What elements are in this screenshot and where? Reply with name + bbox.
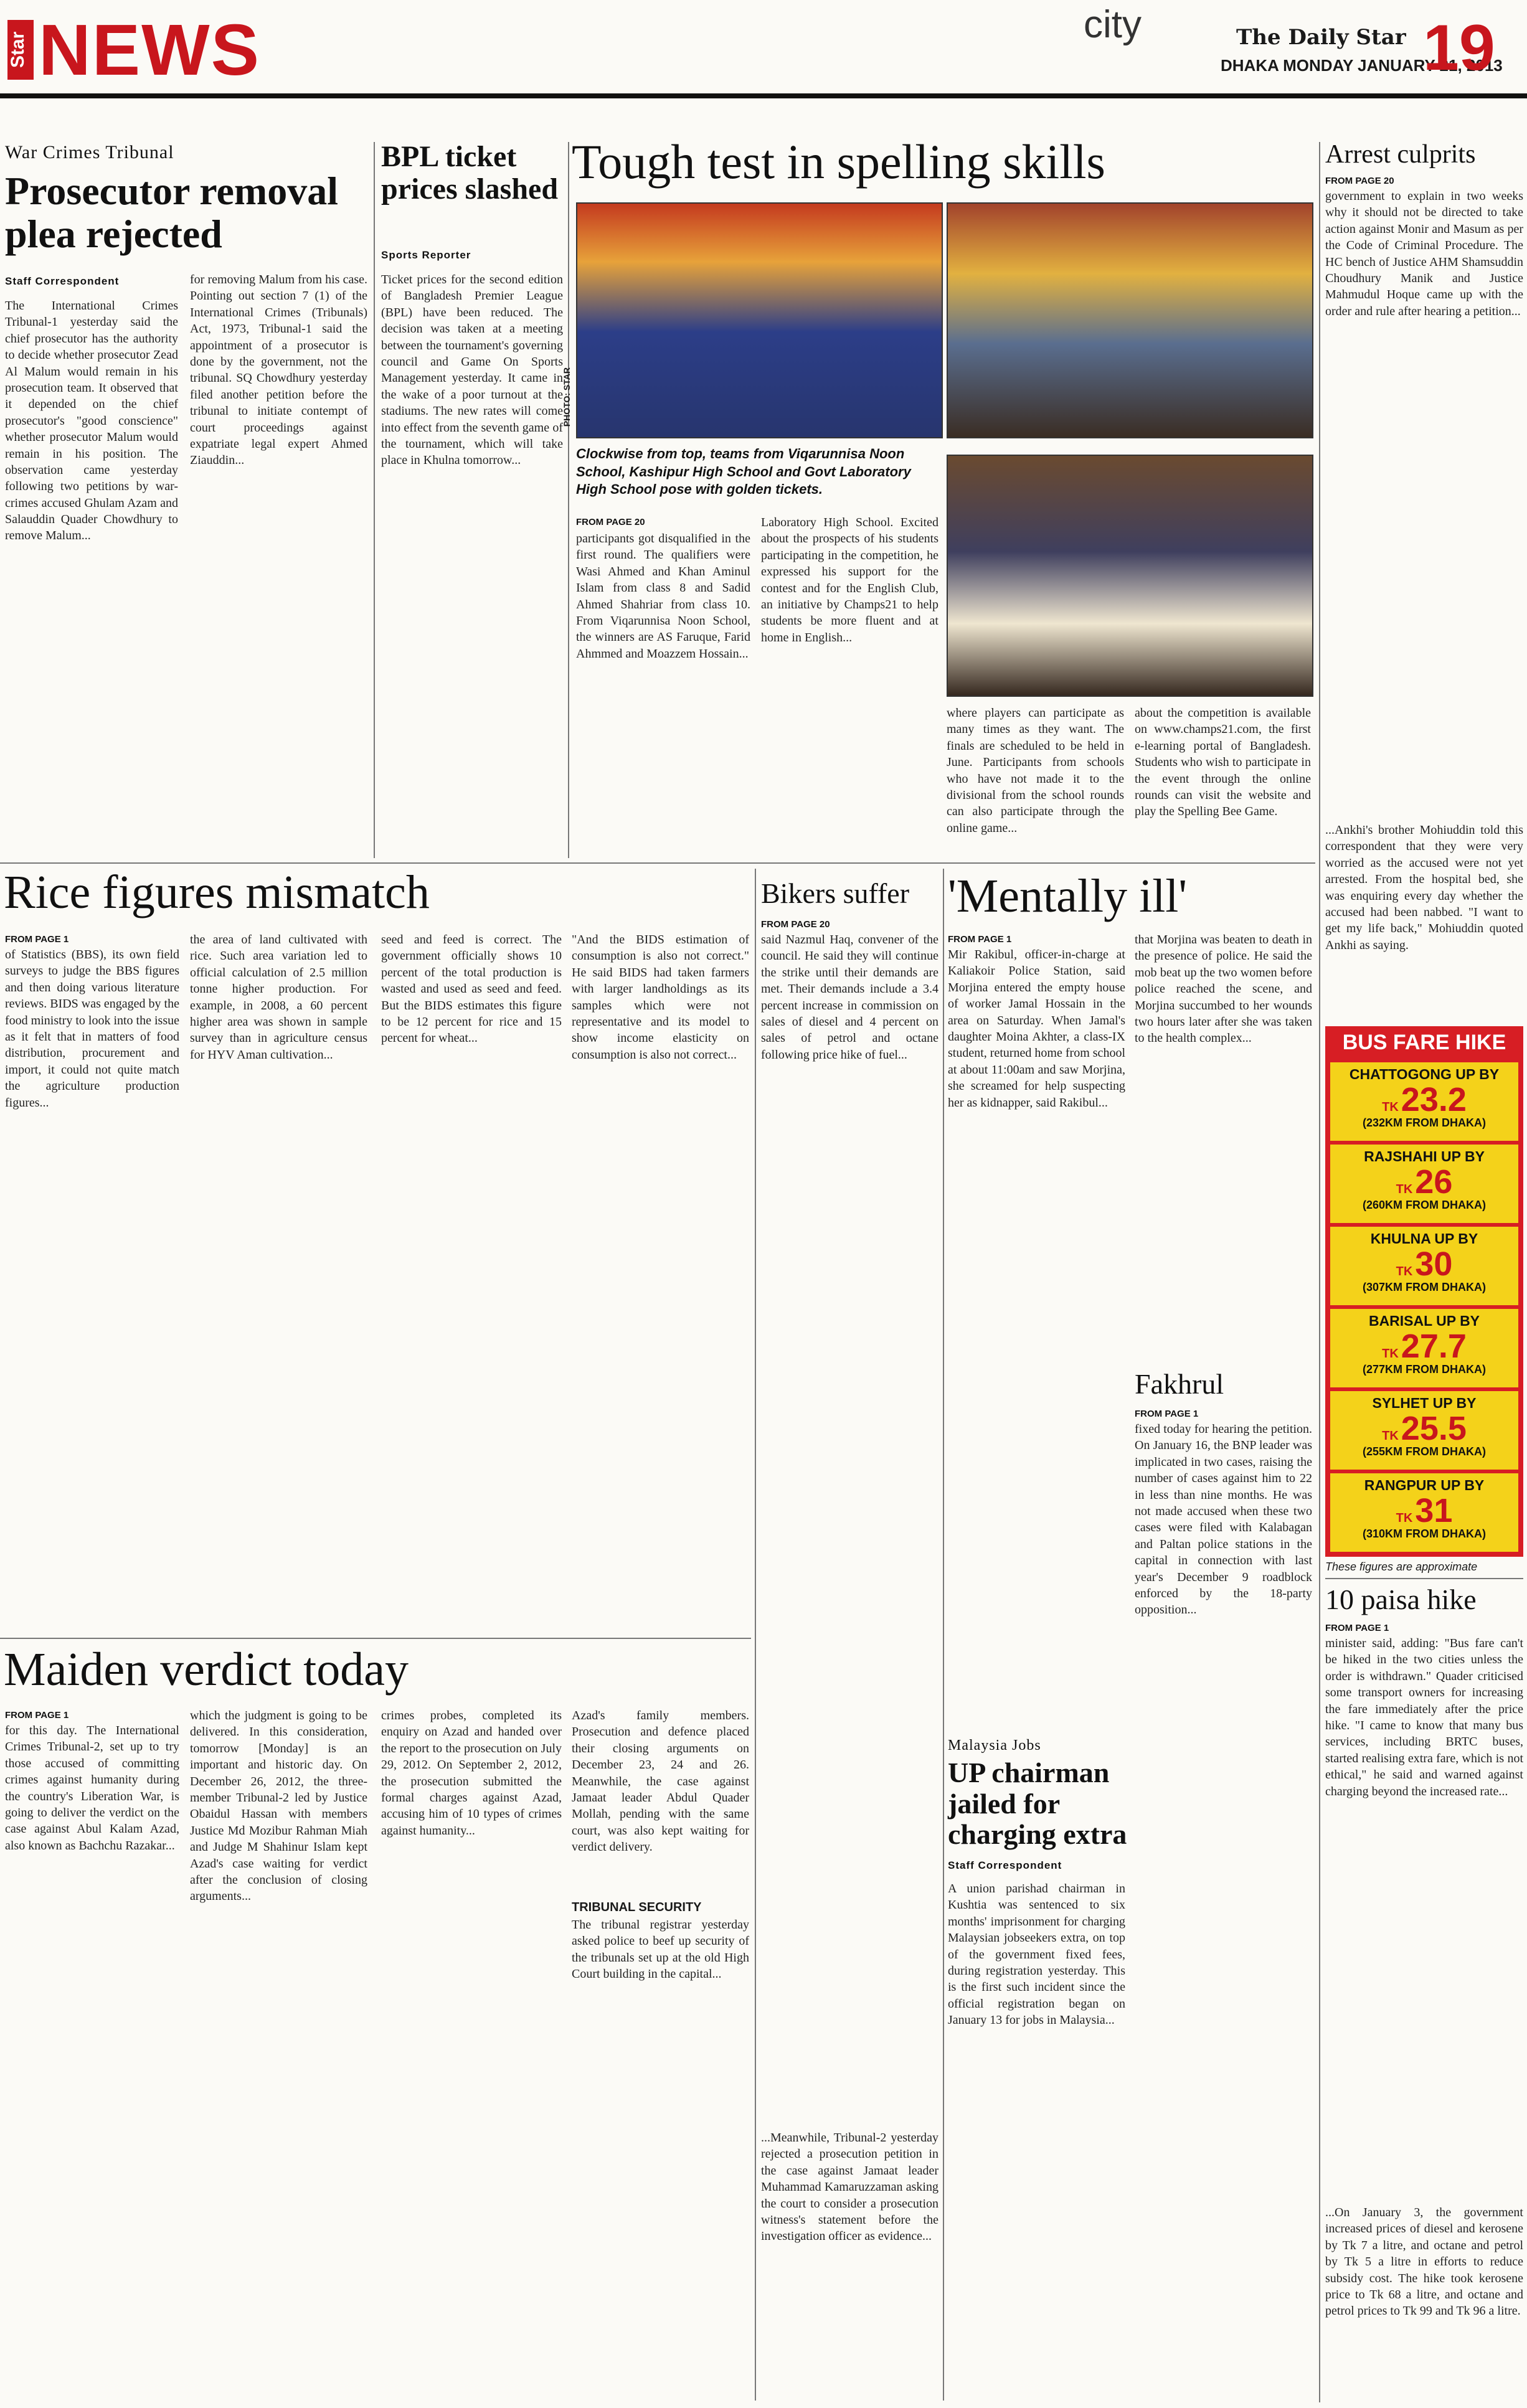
ten-paisa-from: FROM PAGE 1 — [1325, 1623, 1389, 1633]
fare-city: RANGPUR UP BY — [1364, 1477, 1485, 1493]
fare-route — [1330, 1145, 1518, 1223]
divider — [755, 869, 756, 2401]
bus-fare-note: These figures are approximate — [1325, 1560, 1478, 1573]
fare-amount: 23.2 — [1401, 1081, 1467, 1118]
photo-credit: PHOTO: STAR — [562, 367, 572, 427]
mentally-ill-col1: Mir Rakibul, officer-in-charge at Kaliakoir Police Station, said Morjina entered the empty house of worker Jamal Hossain in the area on Saturday. When Jamal's daughter Moina Akhter, a class-IX student, returned home from school at about 11:00am and saw Morjina, she screamed for help suspecting her as kidnapper, said Rakibul... — [948, 948, 1125, 1110]
fare-amount: 27.7 — [1401, 1328, 1467, 1365]
divider — [1325, 1578, 1523, 1579]
fare-route — [1330, 1473, 1518, 1552]
dateline: DHAKA MONDAY JANUARY 21, 2013 — [1221, 56, 1503, 75]
spelling-col3: where players can participate as many times as they want. The finals are scheduled to be held in June. Participants from schools who have not made it to the divisional from the school rounds can also participate through the online game... — [947, 706, 1124, 835]
bikers-from: FROM PAGE 20 — [761, 919, 830, 930]
fare-route — [1330, 1062, 1518, 1141]
fare-route — [1330, 1227, 1518, 1305]
fare-amount: 30 — [1415, 1245, 1453, 1283]
maiden-col4-continued: The tribunal registrar yesterday asked police to beef up security of the tribunals set up at the old High Court building in the capital... — [572, 1918, 749, 1981]
fare-route — [1330, 1391, 1518, 1470]
mentally-ill-col2: that Morjina was beaten to death in the presence of police. He said the mob beat up the two women before police reached the scene, and Morjina succumbed to her wounds two hours later after she was taken to the health complex... — [1135, 933, 1312, 1046]
fare-currency: TK — [1396, 1511, 1413, 1525]
malaysia-body: A union parishad chairman in Kushtia was sentenced to six months' imprisonment for charging Malaysian jobseekers extra, on top of the government fixed fees, during registration yesterday. This is the first such incident since the official registration began on January 13 for jobs in Malaysia... — [948, 1882, 1125, 2028]
fare-city: BARISAL UP BY — [1368, 1313, 1480, 1329]
fare-amount: 31 — [1415, 1492, 1453, 1529]
fare-distance: (255KM FROM DHAKA) — [1363, 1445, 1486, 1458]
divider — [943, 869, 944, 2401]
malaysia-headline: UP chairman jailed for charging extra — [948, 1757, 1127, 1851]
fare-city: KHULNA UP BY — [1370, 1230, 1478, 1247]
bikers-body: said Nazmul Haq, convener of the council. He said they will continue the strike until their demands are met. Their demands include a 3.4 percent increase in commission on sales of diesel and 4 percent on sales of petrol and octane following price hike of fuel... — [761, 933, 938, 1062]
spelling-from: FROM PAGE 20 — [576, 517, 645, 527]
fare-currency: TK — [1382, 1100, 1399, 1114]
fakhrul-from: FROM PAGE 1 — [1135, 1409, 1199, 1419]
maiden-col2: which the judgment is going to be delivered. In this consideration, tomorrow [Monday] is an important and historic day. On December 26, 2012, the three-member Tribunal-2 led by Justice Obaidul Hassan with members Justice Md Mozibur Rahman Miah and Judge M Shahinur Islam kept Azad's case waiting for verdict after the conclusion of closing arguments... — [190, 1709, 367, 1904]
fare-currency: TK — [1382, 1429, 1399, 1443]
divider — [568, 142, 569, 858]
ten-paisa-body-end: ...On January 3, the government increased prices of diesel and kerosene by Tk 7 a litre, and octane and petrol by Tk 5 a litre in efforts to reduce subsidy cost. The hike took kerosene price to Tk 68 a litre, and octane and petrol prices to Tk 99 and Tk 96 a litre. — [1325, 2206, 1523, 2318]
divider — [1319, 142, 1320, 2402]
ten-paisa-headline: 10 paisa hike — [1325, 1584, 1477, 1615]
fare-distance: (310KM FROM DHAKA) — [1363, 1527, 1486, 1540]
fare-currency: TK — [1396, 1183, 1413, 1196]
bikers-headline: Bikers suffer — [761, 877, 910, 909]
fare-currency: TK — [1396, 1265, 1413, 1278]
maiden-from: FROM PAGE 1 — [5, 1710, 69, 1721]
masthead-rule — [0, 93, 1527, 98]
fare-route — [1330, 1309, 1518, 1387]
mentally-ill-from: FROM PAGE 1 — [948, 934, 1012, 945]
page-number: 19 — [1423, 12, 1495, 84]
fakhrul-headline: Fakhrul — [1135, 1368, 1224, 1400]
fare-distance: (260KM FROM DHAKA) — [1363, 1199, 1486, 1211]
bikers-body-end: ...Meanwhile, Tribunal-2 yesterday rejected a prosecution petition in the case against Jamaat leader Muhammad Kamaruzzaman asking the court to consider a prosecution witness's statement before the investigation officer as evidence... — [761, 2131, 938, 2244]
spelling-photo-caption: Clockwise from top, teams from Viqarunnisa Noon School, Kashipur High School and Govt Laboratory High School pose with golden tickets. — [576, 446, 911, 498]
spelling-col1: participants got disqualified in the first round. The qualifiers were Wasi Ahmed and Khan Aminul Islam from class 8 and Sadid Ahmed Shahriar from class 10. From Viqarunnisa Noon School, the winners are AS Faruque, Farid Ahmmed and Moazzem Hossain... — [576, 532, 750, 661]
bus-fare-title: BUS FARE HIKE — [1325, 1026, 1523, 1059]
rice-col1: of Statistics (BBS), its own field surveys to judge the BBS figures and then doing various literature reviews. BIDS was engaged by the food ministry to look into the issue as it felt that in matters of food distribution, procurement and import, it could not quite match the agriculture production figures... — [5, 948, 179, 1110]
fakhrul-body: fixed today for hearing the petition. On January 16, the BNP leader was implicated in two cases, raising the number of cases against him to 22 in less than nine months. He was not made accused when these two cases were filed with Kalabagan and Paltan police stations in the capital in connection with last year's December 9 roadblock enforced by the 18-party opposition... — [1135, 1422, 1312, 1617]
mentally-ill-headline: 'Mentally ill' — [948, 870, 1188, 922]
fare-city: CHATTOGONG UP BY — [1349, 1066, 1500, 1082]
war-crimes-byline: Staff Correspondent — [5, 275, 120, 287]
maiden-headline: Maiden verdict today — [4, 1643, 409, 1696]
war-crimes-headline: Prosecutor removal plea rejected — [5, 169, 338, 257]
photo-kashipur-team — [947, 202, 1313, 438]
star-logo: Star — [7, 20, 34, 80]
rice-headline: Rice figures mismatch — [4, 866, 430, 918]
fare-currency: TK — [1382, 1347, 1399, 1361]
tribunal-security-subhead: TRIBUNAL SECURITY — [572, 1900, 702, 1914]
rice-col2: the area of land cultivated with rice. Such area variation led to official calculation of 2.5 million tonne higher production. For example, in 2008, a 60 percent higher area was shown in sample survey than in agriculture census for HYV Aman cultivation... — [190, 933, 367, 1062]
arrest-body-end: ...Ankhi's brother Mohiuddin told this correspondent that they were very worried as the accused were not yet arrested. From the hospital bed, she was enquiring every day whether the accused had been nabbed. "I want to get my life back," Mohiuddin quoted Ankhi as saying. — [1325, 823, 1523, 952]
section-title: NEWS — [39, 9, 260, 90]
bpl-headline: BPL ticket prices slashed — [381, 140, 559, 205]
photo-viqarunnisa-team — [576, 202, 943, 438]
malaysia-kicker: Malaysia Jobs — [948, 1737, 1041, 1754]
divider — [374, 142, 375, 858]
rice-from: FROM PAGE 1 — [5, 934, 69, 945]
ten-paisa-body: minister said, adding: "Bus fare can't be hiked in the two cities unless the order is withdrawn." Quader criticised some transport owners for increasing the fare immediately after the price hike. "I came to know that many bus services, including BRTC buses, started realising extra fare, which is not ethical," he said and warned against charging beyond the increased rate... — [1325, 1636, 1523, 1798]
fare-amount: 25.5 — [1401, 1410, 1467, 1447]
fare-city: SYLHET UP BY — [1372, 1395, 1477, 1411]
malaysia-byline: Staff Correspondent — [948, 1859, 1062, 1871]
rice-col3: seed and feed is correct. The government officially shows 10 percent of the total production is wasted and used as seed and feed. But the BIDS estimates this figure to be 12 percent for rice and 15 percent for wheat... — [381, 933, 562, 1046]
spelling-col4: about the competition is available on www.champs21.com, the first e-learning portal of Bangladesh. Students who wish to participate in the event through the online rounds can visit the website and play the Spelling Bee Game. — [1135, 706, 1311, 819]
fare-city: RAJSHAHI UP BY — [1364, 1148, 1485, 1164]
fare-distance: (307KM FROM DHAKA) — [1363, 1281, 1486, 1293]
maiden-col3: crimes probes, completed its enquiry on Azad and handed over the report to the prosecution on July 29, 2012. On September 2, 2012, the prosecution submitted the formal charges against Azad, accusing him of 10 types of crimes against humanity... — [381, 1709, 562, 1838]
arrest-headline: Arrest culprits — [1325, 140, 1476, 169]
war-crimes-col1: The International Crimes Tribunal-1 yesterday said the chief prosecutor has the authority to decide whether prosecutor Zead Al Malum would remain in his prosecution team. It observed that it depended on the chief prosecutor's "good conscience" whether prosecutor Malum would remain in his position. The observation came yesterday following two petitions by war-crimes accused Ghulam Azam and Salauddin Quader Chowdhury to remove Malum... — [5, 299, 178, 543]
fare-amount: 26 — [1415, 1163, 1453, 1201]
bpl-byline: Sports Reporter — [381, 249, 471, 261]
spelling-col2: Laboratory High School. Excited about the prospects of his students participating in the competition, he expressed his support for the contest and for the English Club, an initiative by Champs21 to help students be more fluent and at home in English... — [761, 516, 938, 644]
arrest-body: government to explain in two weeks why it should not be directed to take action against Monir and Masum as per the Code of Criminal Procedure. The HC bench of Justice AHM Shamsuddin Choudhury Manik and Justice Mahmudul Hoque came up with the order and rule after hearing a petition... — [1325, 189, 1523, 318]
divider — [0, 1638, 751, 1639]
section-masthead — [7, 9, 260, 90]
paper-name: The Daily Star — [1236, 25, 1406, 50]
spelling-headline: Tough test in spelling skills — [572, 135, 1105, 189]
divider — [0, 862, 1315, 864]
rice-col4: "And the BIDS estimation of consumption is also not correct." He said BIDS had taken farmers with larger landholdings as its samples which were not representative and its model to show income elasticity on consumption is also not correct... — [572, 933, 749, 1062]
maiden-col1: for this day. The International Crimes Tribunal-2, set up to try those accused of committing crimes against humanity during the country's Liberation War, is going to deliver the verdict on the case against Abul Kalam Azad, also known as Bachchu Razakar... — [5, 1724, 179, 1853]
war-crimes-kicker: War Crimes Tribunal — [5, 142, 174, 163]
war-crimes-col2: for removing Malum from his case. Pointing out section 7 (1) of the International Crimes (Tribunals) Act, 1973, Tribunal-1 said the appointment of a prosecutor is done by the government, not the tribunal. SQ Chowdhury yesterday filed another petition before the tribunal to initiate contempt of court proceedings against expatriate legal expert Ahmed Ziauddin... — [190, 273, 367, 468]
fare-distance: (277KM FROM DHAKA) — [1363, 1363, 1486, 1376]
fare-distance: (232KM FROM DHAKA) — [1363, 1117, 1486, 1129]
section-label: city — [1084, 3, 1142, 46]
maiden-col4: Azad's family members. Prosecution and defence placed their closing arguments on December 23, 24 and 26. Meanwhile, the case against Jamaat leader Abdul Quader Mollah, pending with the same court, was also kept waiting for verdict delivery. — [572, 1709, 749, 1854]
arrest-from: FROM PAGE 20 — [1325, 176, 1394, 186]
bpl-body: Ticket prices for the second edition of Bangladesh Premier League (BPL) have been reduced. The decision was taken at a meeting between the tournament's governing council and Game On Sports Management yesterday. It came in the wake of a poor turnout at the stadiums. The new rates will come into effect from the seventh game of the tournament, which will take place in Khulna tomorrow... — [381, 273, 563, 468]
photo-govt-lab-team — [947, 455, 1313, 697]
